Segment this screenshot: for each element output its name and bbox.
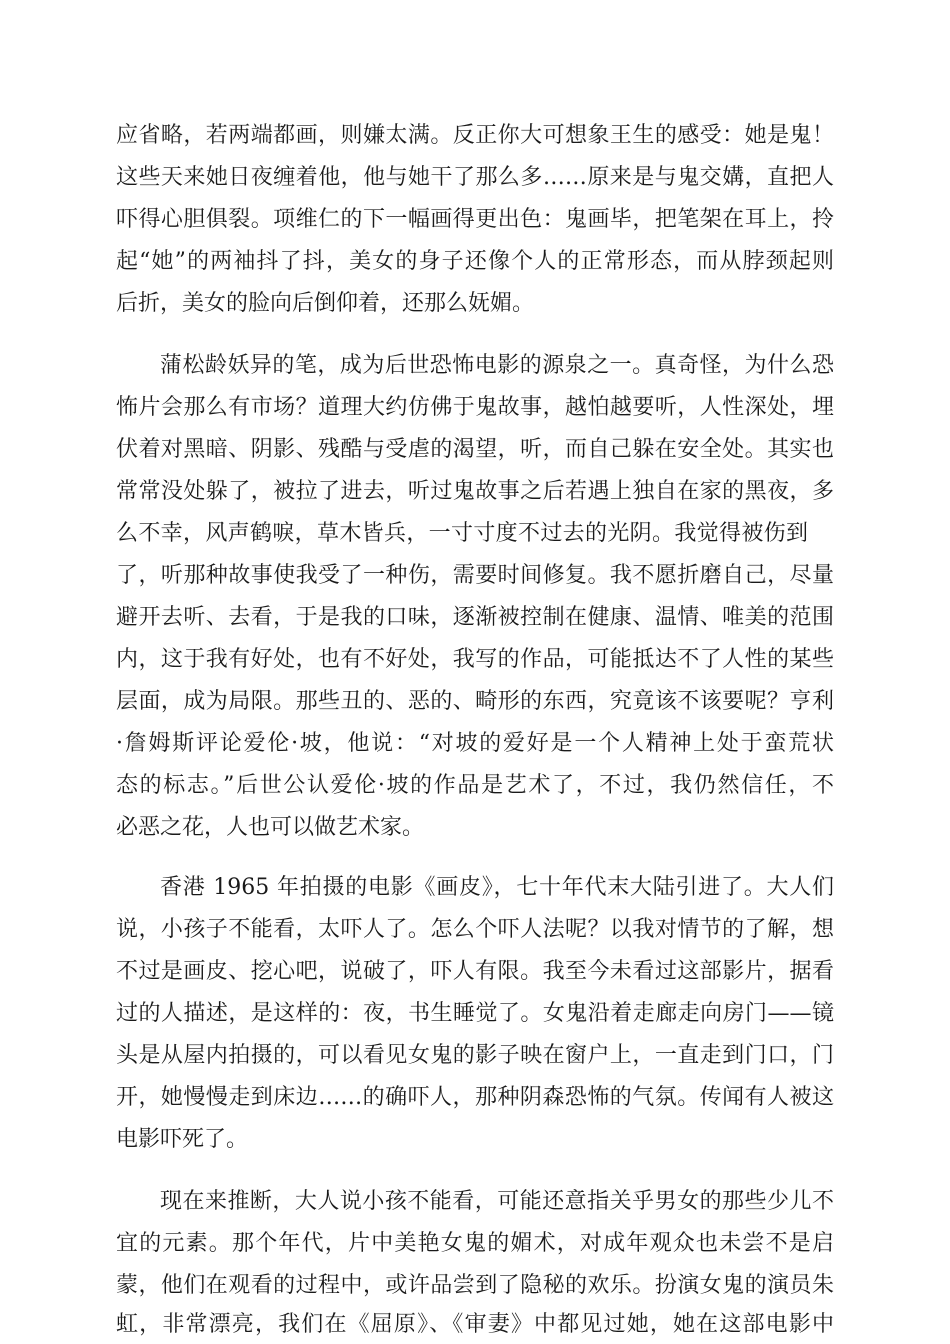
paragraph-2-line-4: 常常没处躲了，被拉了进去，听过鬼故事之后若遇上独自在家的黑夜，多 [116,479,834,504]
paragraph-3-line-4: 过的人描述，是这样的：夜，书生睡觉了。女鬼沿着走廊走向房门——镜 [116,1001,834,1026]
paragraph-2-line-9: 层面，成为局限。那些丑的、恶的、畸形的东西，究竟该不该要呢？亨利 [116,689,834,714]
paragraph-2-line-12: 必恶之花，人也可以做艺术家。 [116,815,425,840]
paragraph-2-line-8: 内，这于我有好处，也有不好处，我写的作品，可能抵达不了人性的某些 [116,647,834,672]
paragraph-3-line-3: 不过是画皮、挖心吧，说破了，吓人有限。我至今未看过这部影片，据看 [116,959,834,984]
paragraph-4-line-2: 宜的元素。那个年代，片中美艳女鬼的媚术，对成年观众也未尝不是启 [116,1231,834,1256]
paragraph-2-line-7: 避开去听、去看，于是我的口味，逐渐被控制在健康、温情、唯美的范围 [116,605,834,630]
paragraph-3-line-5: 头是从屋内拍摄的，可以看见女鬼的影子映在窗户上，一直走到门口，门 [116,1043,834,1068]
paragraph-1-line-2: 这些天来她日夜缠着他，他与她干了那么多……原来是与鬼交媾，直把人 [116,165,834,190]
paragraph-2-line-3: 伏着对黑暗、阴影、残酷与受虐的渴望，听，而自己躲在安全处。其实也 [116,437,834,462]
paragraph-2-line-11: 态的标志。”后世公认爱伦·坡的作品是艺术了，不过，我仍然信任，不 [116,773,834,798]
paragraph-2-line-2: 怖片会那么有市场？道理大约仿佛于鬼故事，越怕越要听，人性深处，埋 [116,395,834,420]
paragraph-1-line-3: 吓得心胆俱裂。项维仁的下一幅画得更出色：鬼画毕，把笔架在耳上，拎 [116,207,834,232]
paragraph-1-line-5: 后折，美女的脸向后倒仰着，还那么妩媚。 [116,291,535,316]
paragraph-2-line-6: 了，听那种故事使我受了一种伤，需要时间修复。我不愿折磨自己，尽量 [116,563,834,588]
paragraph-2-line-5: 么不幸，风声鹤唳，草木皆兵，一寸寸度不过去的光阴。我觉得被伤到 [116,521,808,546]
paragraph-2-line-10: ·詹姆斯评论爱伦·坡，他说：“对坡的爱好是一个人精神上处于蛮荒状 [116,731,834,756]
paragraph-4-line-1: 现在来推断，大人说小孩不能看，可能还意指关乎男女的那些少儿不 [160,1189,834,1214]
paragraph-1-line-4: 起“她”的两袖抖了抖，美女的身子还像个人的正常形态，而从脖颈起则 [116,249,834,274]
paragraph-3-line-6: 开，她慢慢走到床边……的确吓人，那种阴森恐怖的气氛。传闻有人被这 [116,1085,834,1110]
paragraph-3-line-1: 香港 1965 年拍摄的电影《画皮》，七十年代末大陆引进了。大人们 [160,875,834,900]
paragraph-3-line-2: 说，小孩子不能看，太吓人了。怎么个吓人法呢？以我对情节的了解，想 [116,917,834,942]
paragraph-3-line-7: 电影吓死了。 [116,1127,249,1152]
paragraph-4-line-4: 虹，非常漂亮，我们在《屈原》、《审妻》中都见过她，她在这部电影中 [116,1312,834,1337]
paragraph-1-line-1: 应省略，若两端都画，则嫌太满。反正你大可想象王生的感受：她是鬼！ [116,123,834,148]
paragraph-4-line-3: 蒙，他们在观看的过程中，或许品尝到了隐秘的欢乐。扮演女鬼的演员朱 [116,1273,834,1298]
paragraph-2-line-1: 蒲松龄妖异的笔，成为后世恐怖电影的源泉之一。真奇怪，为什么恐 [160,353,834,378]
